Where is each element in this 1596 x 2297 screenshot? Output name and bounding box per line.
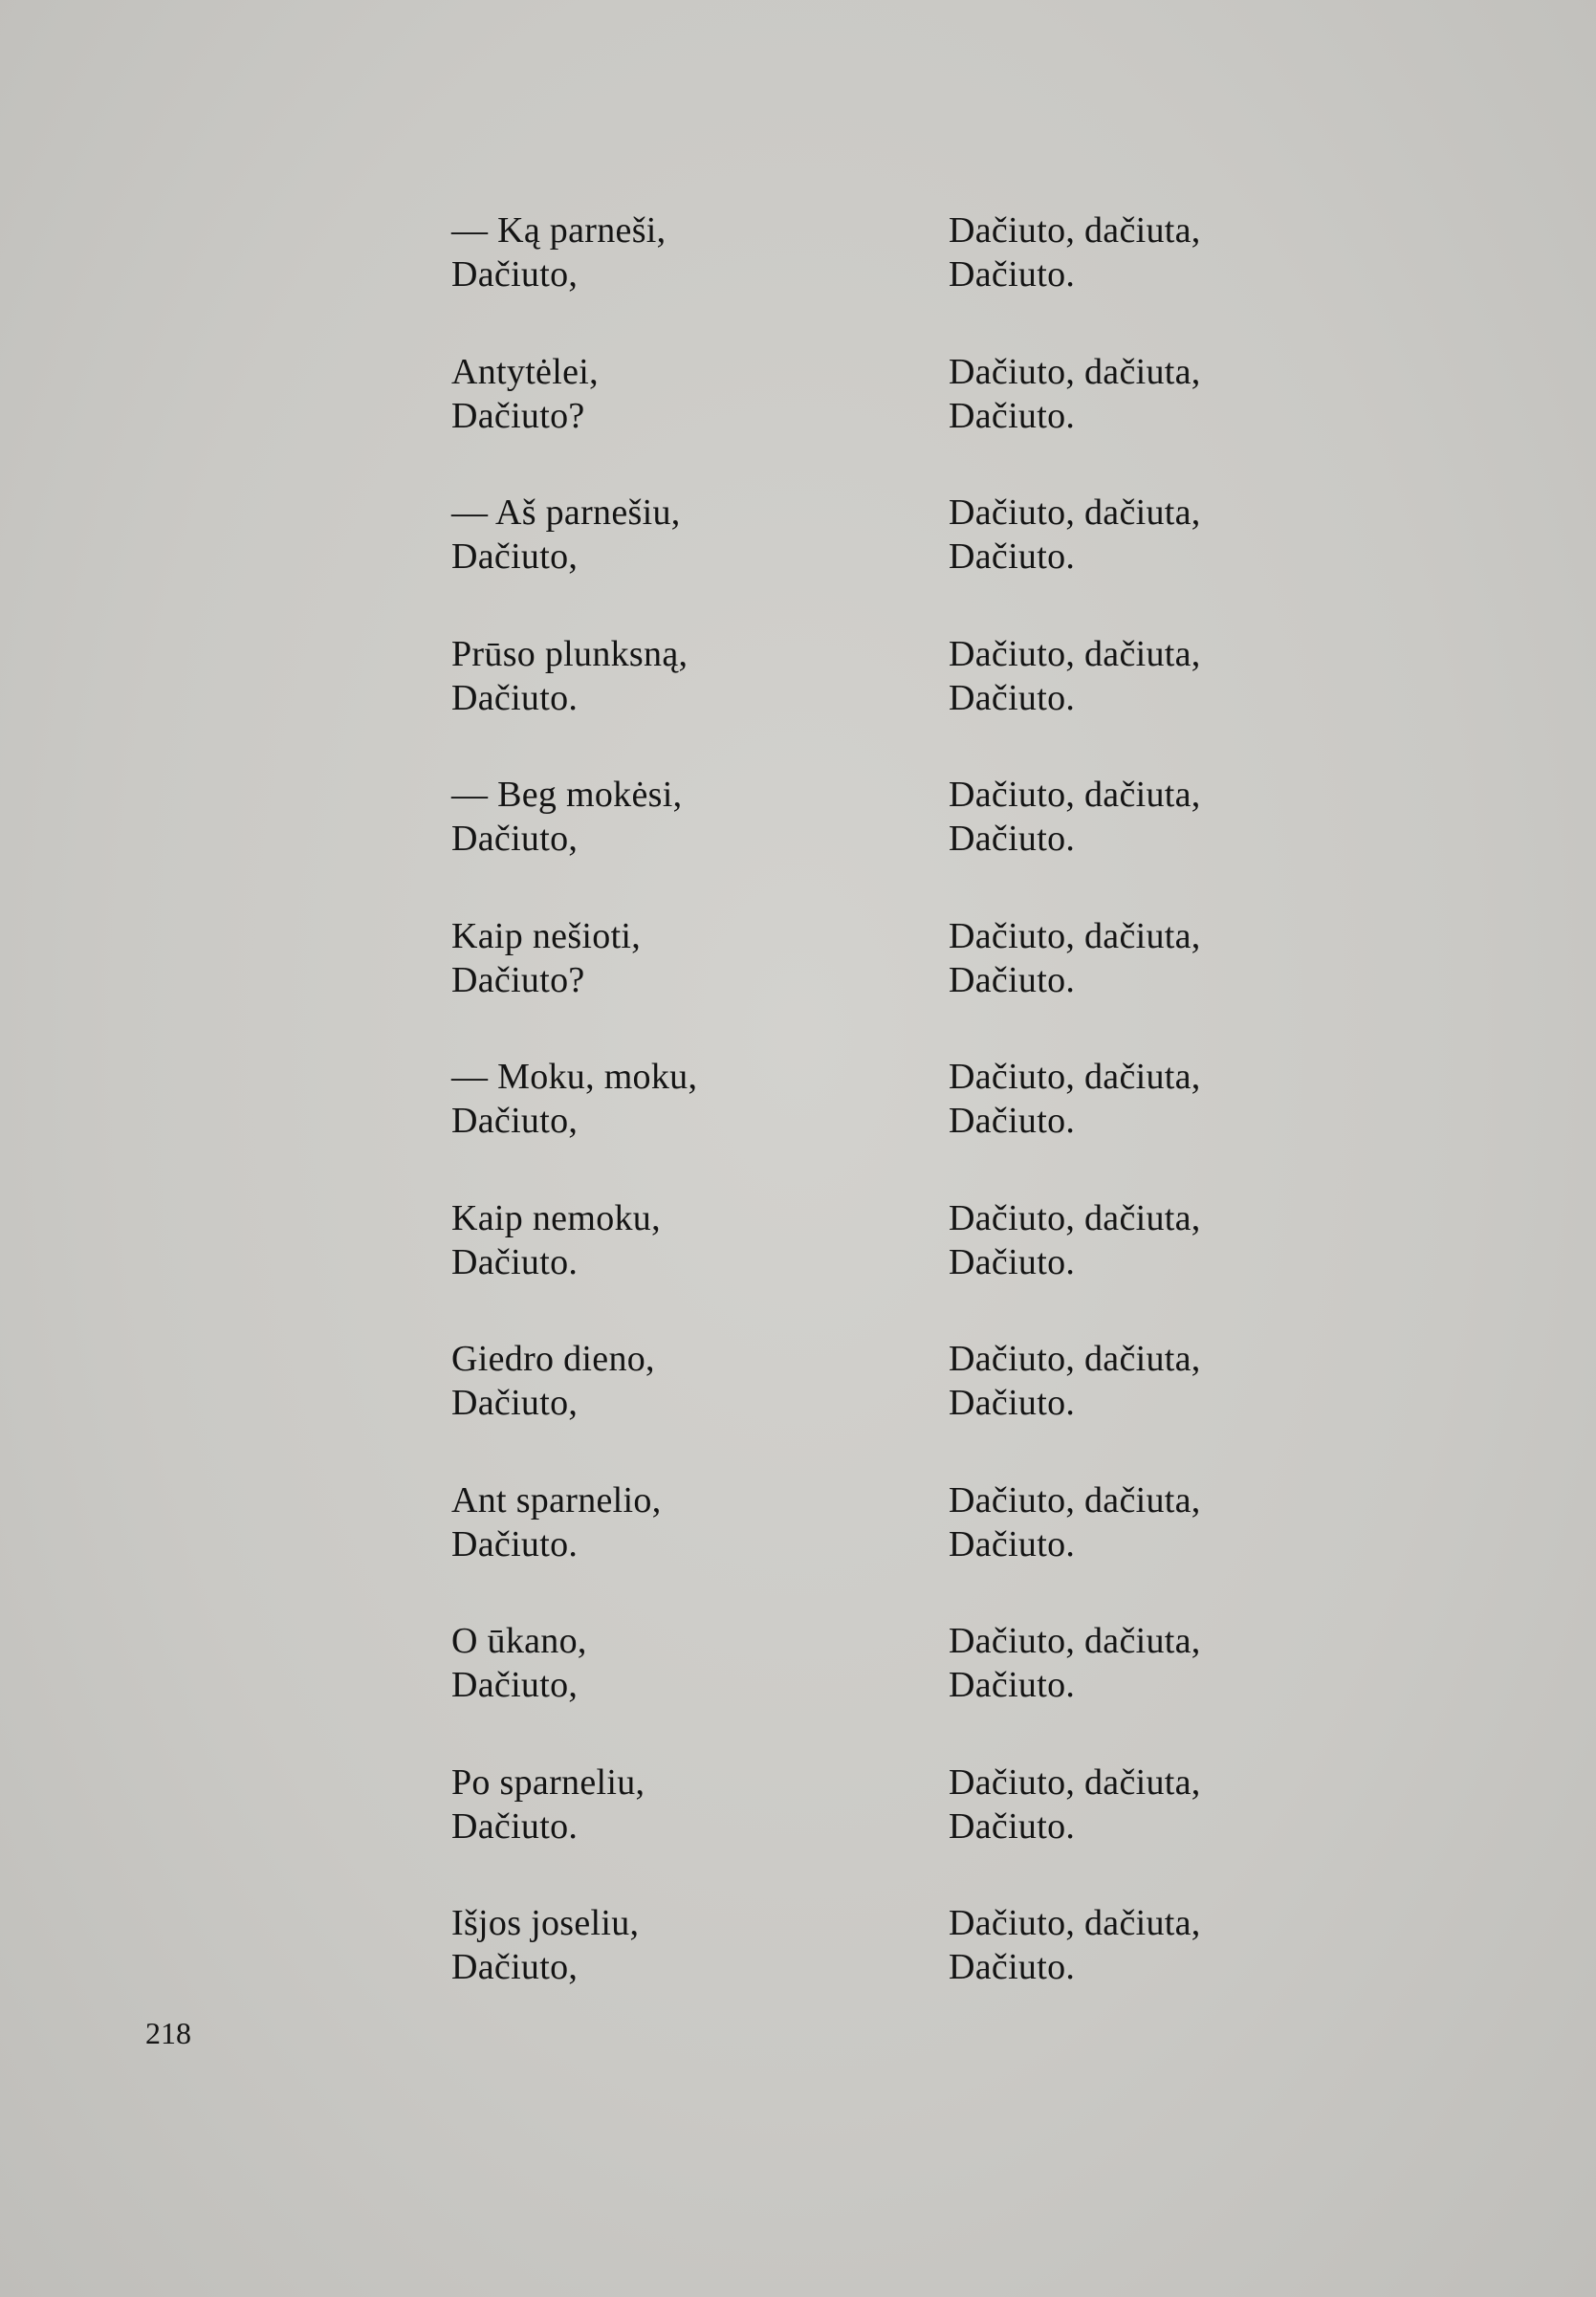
stanza (0, 1055, 1596, 1196)
refrain-line: Dačiuto. (949, 959, 1076, 1000)
refrain-line: Dačiuto, dačiuta, (949, 775, 1201, 815)
refrain-line: Dačiuto, dačiuta, (949, 1621, 1201, 1661)
verse-line: Dačiuto, (451, 1665, 579, 1705)
verse-lines (451, 491, 853, 579)
refrain-line: Dačiuto. (949, 819, 1076, 859)
verse-line: Giedro dieno, (451, 1339, 655, 1379)
refrain-lines (949, 1761, 1446, 1849)
refrain-line: Dačiuto. (949, 536, 1076, 577)
song-verses (0, 208, 1596, 2043)
refrain-line: Dačiuto, dačiuta, (949, 210, 1201, 251)
stanza (0, 208, 1596, 350)
verse-line: O ūkano, (451, 1621, 587, 1661)
verse-line: Po sparneliu, (451, 1761, 645, 1803)
verse-line: — Beg mokėsi, (451, 775, 683, 815)
verse-line: — Ką parneši, (451, 210, 667, 251)
stanza (0, 632, 1596, 774)
verse-lines (451, 773, 853, 861)
verse-line: Dačiuto. (451, 1241, 579, 1282)
stanza (0, 1901, 1596, 2043)
refrain-line: Dačiuto. (949, 677, 1076, 718)
verse-lines (451, 632, 853, 720)
stanza (0, 914, 1596, 1056)
refrain-lines (949, 1055, 1446, 1143)
refrain-line: Dačiuto. (949, 1241, 1076, 1282)
refrain-line: Dačiuto. (949, 254, 1076, 295)
verse-line: Ant sparnelio, (451, 1479, 662, 1520)
verse-line: Dačiuto? (451, 959, 585, 1000)
verse-line: Prūso plunksną, (451, 633, 689, 674)
refrain-lines (949, 632, 1446, 720)
refrain-line: Dačiuto. (949, 1665, 1076, 1705)
verse-line: Išjos joseliu, (451, 1903, 640, 1943)
verse-line: Dačiuto, (451, 536, 579, 577)
verse-lines (451, 914, 853, 1002)
verse-line: Dačiuto, (451, 254, 579, 295)
stanza (0, 1478, 1596, 1620)
verse-line: Dačiuto, (451, 1383, 579, 1423)
refrain-line: Dačiuto. (949, 395, 1076, 436)
refrain-line: Dačiuto. (949, 1383, 1076, 1423)
refrain-line: Dačiuto, dačiuta, (949, 1761, 1201, 1803)
verse-line: Dačiuto, (451, 1101, 579, 1141)
verse-lines (451, 1619, 853, 1707)
refrain-line: Dačiuto, dačiuta, (949, 1057, 1201, 1097)
verse-line: Dačiuto. (451, 677, 579, 718)
refrain-lines (949, 491, 1446, 579)
refrain-lines (949, 350, 1446, 438)
refrain-lines (949, 1478, 1446, 1566)
stanza (0, 1337, 1596, 1478)
verse-lines (451, 1196, 853, 1284)
verse-lines (451, 1055, 853, 1143)
refrain-line: Dačiuto. (949, 1523, 1076, 1564)
refrain-lines (949, 1196, 1446, 1284)
verse-line: Dačiuto. (451, 1523, 579, 1564)
refrain-line: Dačiuto. (949, 1805, 1076, 1847)
refrain-lines (949, 1901, 1446, 1989)
verse-lines (451, 350, 853, 438)
refrain-lines (949, 1337, 1446, 1425)
page-number: 218 (145, 2016, 191, 2050)
verse-line: Kaip nemoku, (451, 1197, 661, 1238)
verse-lines (451, 208, 853, 296)
refrain-lines (949, 208, 1446, 296)
verse-line: Dačiuto, (451, 1947, 579, 1987)
verse-lines (451, 1901, 853, 1989)
stanza (0, 773, 1596, 914)
verse-lines (451, 1337, 853, 1425)
verse-line: Kaip nešioti, (451, 915, 642, 956)
verse-lines (451, 1761, 853, 1849)
refrain-line: Dačiuto, dačiuta, (949, 1339, 1201, 1379)
refrain-line: Dačiuto. (949, 1101, 1076, 1141)
refrain-line: Dačiuto. (949, 1947, 1076, 1987)
refrain-line: Dačiuto, dačiuta, (949, 1479, 1201, 1520)
verse-line: Dačiuto, (451, 819, 579, 859)
stanza (0, 350, 1596, 492)
refrain-lines (949, 1619, 1446, 1707)
verse-line: Antytėlei, (451, 351, 599, 392)
verse-line: Dačiuto. (451, 1805, 579, 1847)
refrain-lines (949, 773, 1446, 861)
refrain-line: Dačiuto, dačiuta, (949, 492, 1201, 533)
stanza (0, 1761, 1596, 1902)
refrain-line: Dačiuto, dačiuta, (949, 351, 1201, 392)
refrain-line: Dačiuto, dačiuta, (949, 633, 1201, 674)
verse-lines (451, 1478, 853, 1566)
stanza (0, 1619, 1596, 1761)
verse-line: Dačiuto? (451, 395, 585, 436)
refrain-line: Dačiuto, dačiuta, (949, 1903, 1201, 1943)
stanza (0, 491, 1596, 632)
refrain-line: Dačiuto, dačiuta, (949, 1197, 1201, 1238)
verse-line: — Aš parnešiu, (451, 492, 681, 533)
stanza (0, 1196, 1596, 1338)
refrain-lines (949, 914, 1446, 1002)
refrain-line: Dačiuto, dačiuta, (949, 915, 1201, 956)
verse-line: — Moku, moku, (451, 1057, 698, 1097)
